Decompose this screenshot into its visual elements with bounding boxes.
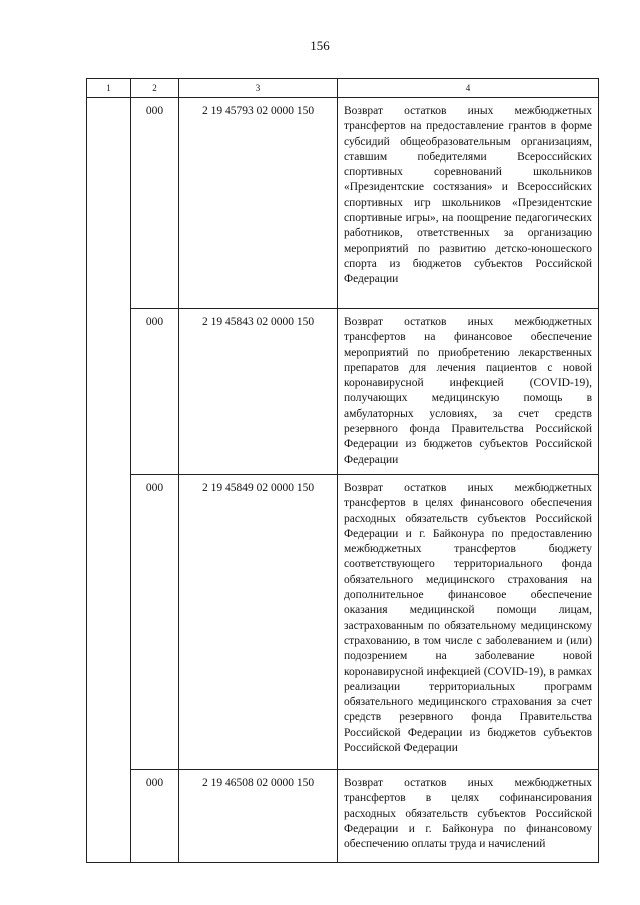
table-row [87, 474, 599, 769]
table-row [87, 98, 599, 309]
column-header-3: 3 [179, 79, 338, 98]
admin-code-cell: 000 [131, 769, 179, 862]
revenue-name-cell: Возврат остатков иных межбюджетных трансфертов в целях софинансирования расходных обязательств субъектов Российской Федерации и г. Байконура по финансовому обеспечению оплаты труда и начислений [338, 769, 599, 862]
table-row [87, 309, 599, 475]
revenue-name-cell: Возврат остатков иных межбюджетных трансфертов на финансовое обеспечение мероприятий по приобретению лекарственных препаратов для лечения пациентов с новой коронавирусной инфекцией (COVID-19), получающих медицинскую помощь в амбулаторных условиях, за счет средств резервного фонда Правительства Российской Федерации из бюджетов субъектов Российской Федерации [338, 309, 599, 475]
budget-code-cell: 2 19 45843 02 0000 150 [179, 309, 338, 475]
revenue-name-cell: Возврат остатков иных межбюджетных трансфертов на предоставление грантов в форме субсидий общеобразовательным организациям, ставшим победителями Всероссийских спортивных соревнований школьников «Президентские состязания» и Всероссийских спортивных игр школьников «Президентские спортивные игры», на поощрение педагогических работников, ответственных за организацию мероприятий по развитию детско-юношеского спорта из бюджетов субъектов Российской Федерации [338, 98, 599, 309]
revenue-name-cell: Возврат остатков иных межбюджетных трансфертов в целях финансового обеспечения расходных обязательств субъектов Российской Федерации и г. Байконура по предоставлению межбюджетных трансфертов бюджету соответствующего территориального фонда обязательного медицинского страхования на дополнительное финансовое обеспечение оказания медицинской помощи лицам, застрахованным по обязательному медицинскому страхованию, в том числе с заболеванием и (или) подозрением на заболевание новой коронавирусной инфекцией (COVID-19), в рамках реализации территориальных программ обязательного медицинского страхования за счет средств резервного фонда Правительства Российской Федерации из бюджетов субъектов Российской Федерации [338, 474, 599, 769]
budget-code-cell: 2 19 45793 02 0000 150 [179, 98, 338, 309]
empty-first-column-cell [87, 98, 131, 863]
budget-code-cell: 2 19 45849 02 0000 150 [179, 474, 338, 769]
page-number: 156 [310, 38, 330, 53]
table-row [87, 769, 599, 862]
budget-code-cell: 2 19 46508 02 0000 150 [179, 769, 338, 862]
admin-code-cell: 000 [131, 98, 179, 309]
column-header-2: 2 [131, 79, 179, 98]
budget-classification-table [86, 78, 599, 863]
column-header-1: 1 [87, 79, 131, 98]
table-header-row [87, 79, 599, 98]
admin-code-cell: 000 [131, 309, 179, 475]
admin-code-cell: 000 [131, 474, 179, 769]
column-header-4: 4 [338, 79, 599, 98]
